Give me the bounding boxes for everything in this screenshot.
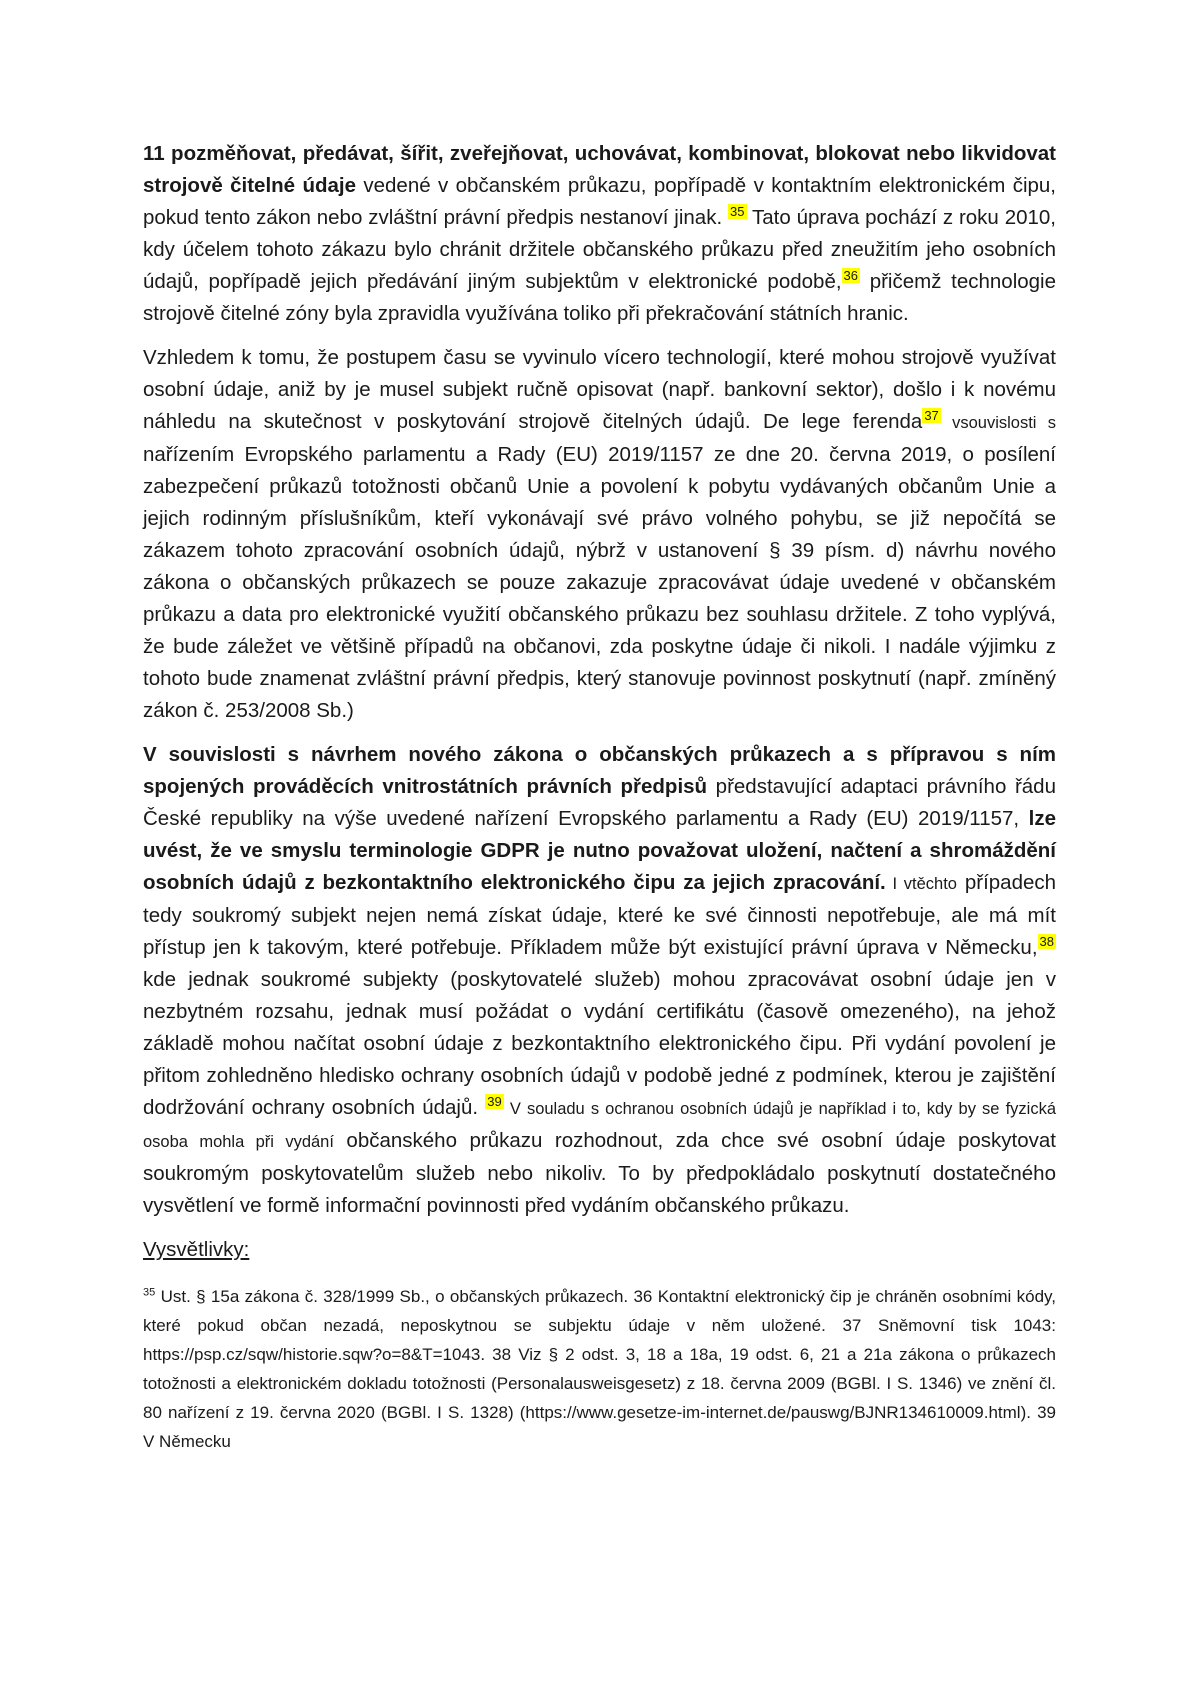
footnote-number: 35 xyxy=(143,1286,156,1299)
footnote-ref-38[interactable]: 38 xyxy=(1039,934,1054,950)
footnote-ref-37[interactable]: 37 xyxy=(924,408,939,424)
footnote-ref-36[interactable]: 36 xyxy=(843,268,859,284)
body-text: Tato úprava pochází z roku 2010, kdy účelem tohoto zákazu bylo chránit držitele občanského průkazu před zneužitím jeho osobních údajů, popřípadě jejich předávání jiným subjektům v elektronické podobě, xyxy=(143,206,1056,293)
paragraph-2 xyxy=(143,342,1056,727)
body-text: občanského průkazu rozhodnout, zda chce své osobní údaje poskytovat soukromým poskytovatelům služeb nebo nikoliv. To by předpokládalo poskytnutí dostatečného vysvětlení ve formě informační povinnosti před vydáním občanského průkazu. xyxy=(143,1129,1056,1217)
footnote-text: Ust. § 15a zákona č. 328/1999 Sb., o občanských průkazech. 36 Kontaktní elektronický čip je chráněn osobními kódy, které pokud občan nezadá, neposkytnou se subjektu údaje v něm uložené. 37 Sněmovní tisk 1043: https://psp.cz/sqw/historie.sqw?o=8&T=1043. 38 Viz § 2 odst. 3, 18 a 18a, 19 odst. 6, 21 a 21a zákona o průkazech totožnosti a elektronickém dokladu totožnosti (Personalausweisgesetz) z 18. června 2009 (BGBl. I S. 1346) ve znění čl. 80 nařízení z 19. června 2020 (BGBl. I S. 1328) (https://www.gesetze-im-internet.de/pauswg/BJNR134610009.html). 39 V Německu xyxy=(143,1287,1056,1451)
footnotes xyxy=(143,1282,1056,1456)
paragraph-3 xyxy=(143,739,1056,1222)
bold-text: V souvislosti s návrhem nového zákona o občanských průkazech a s přípravou s ním spojených prováděcích vnitrostátních právních předpisů xyxy=(143,743,1056,798)
footnote-ref-39[interactable]: 39 xyxy=(487,1094,502,1110)
footnote-ref-35[interactable]: 35 xyxy=(730,204,745,220)
bold-text: 11 pozměňovat, předávat, šířit, zveřejňovat, uchovávat, kombinovat, blokovat nebo likvidovat strojově čitelné údaje xyxy=(143,142,1056,197)
body-text: případech tedy soukromý subjekt nejen nemá získat údaje, které ke své činnosti nepotřebuje, ale má mít přístup jen k takovým, které potřebuje. Příkladem může být existující právní úprava v Německu, xyxy=(143,871,1057,959)
body-text-small: I vtěchto xyxy=(885,875,957,893)
body-text-small: V souladu s ochranou osobních údajů je například i to, kdy by se fyzická osoba mohla při vydání xyxy=(143,1100,1057,1151)
body-text-small: vsouvislosti s xyxy=(940,414,1056,432)
document-page xyxy=(143,138,1056,1456)
body-text: vedené v občanském průkazu, popřípadě v kontaktním elektronickém čipu, pokud tento zákon nebo zvláštní právní předpis nestanoví jinak. xyxy=(143,174,1057,229)
body-text: přičemž technologie strojově čitelné zóny byla zpravidla využívána toliko při překračování státních hranic. xyxy=(143,270,1057,325)
notes-heading: Vysvětlivky: xyxy=(143,1238,250,1261)
bold-text: lze uvést, že ve smyslu terminologie GDPR je nutno považovat uložení, načtení a shromáždění osobních údajů z bezkontaktního elektronického čipu za jejich zpracování. xyxy=(143,807,1056,894)
body-text: nařízením Evropského parlamentu a Rady (EU) 2019/1157 ze dne 20. června 2019, o posílení zabezpečení průkazů totožnosti občanů Unie a povolení k pobytu vydávaných občanům Unie a jejich rodinným příslušníkům, kteří vykonávají své právo volného pohybu, se již nepočítá se zákazem tohoto zpracování osobních údajů, nýbrž v ustanovení § 39 písm. d) návrhu nového zákona o občanských průkazech se pouze zakazuje zpracovávat údaje uvedené v občanském průkazu a data pro elektronické využití občanského průkazu bez souhlasu držitele. Z toho vyplývá, že bude záležet ve většině případů na občanovi, zda poskytne údaje či nikoli. I nadále výjimku z tohoto bude znamenat zvláštní právní předpis, který stanovuje povinnost poskytnutí (např. zmíněný zákon č. 253/2008 Sb.) xyxy=(143,443,1056,722)
body-text: představující adaptaci právního řádu České republiky na výše uvedené nařízení Evropského parlamentu a Rady (EU) 2019/1157, xyxy=(143,775,1056,830)
body-text: kde jednak soukromé subjekty (poskytovatelé služeb) mohou zpracovávat osobní údaje jen v nezbytném rozsahu, jednak musí požádat o vydání certifikátu (časově omezeného), na jehož základě mohou načítat osobní údaje z bezkontaktního elektronického čipu. Při vydání povolení je přitom zohledněno hledisko ochrany osobních údajů v podobě jedné z podmínek, kterou je zajištění dodržování ochrany osobních údajů. xyxy=(143,968,1056,1119)
paragraph-1 xyxy=(143,138,1056,330)
body-text: Vzhledem k tomu, že postupem času se vyvinulo vícero technologií, které mohou strojově využívat osobní údaje, aniž by je musel subjekt ručně opisovat (např. bankovní sektor), došlo i k novému náhledu na skutečnost v poskytování strojově čitelných údajů. De lege ferenda xyxy=(143,346,1056,433)
